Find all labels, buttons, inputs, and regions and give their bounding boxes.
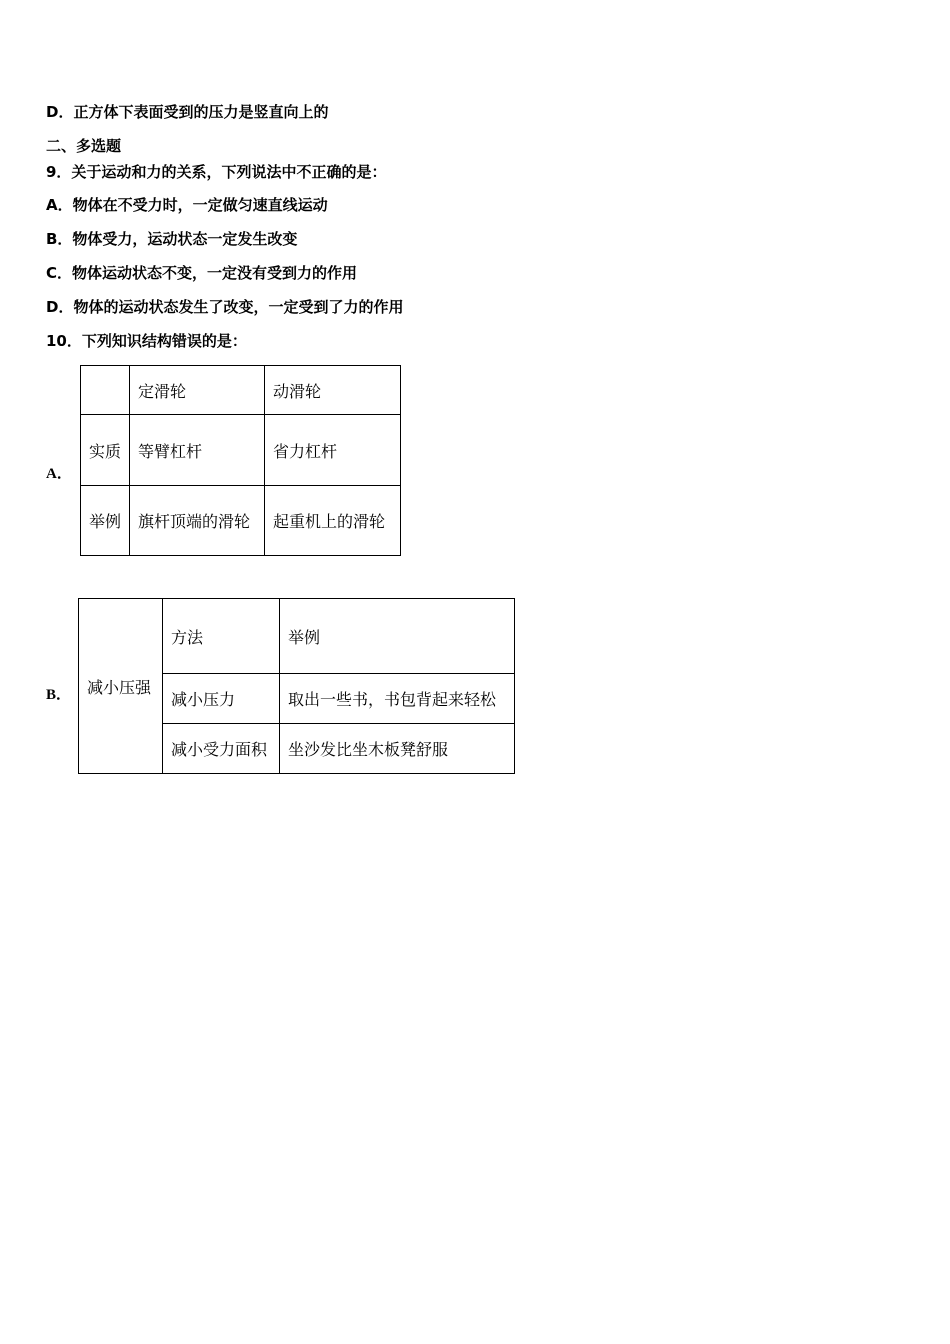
q9-option-c: C．物体运动状态不变，一定没有受到力的作用	[46, 264, 358, 282]
table-row	[81, 366, 401, 415]
section-title: 二、多选题	[46, 137, 122, 155]
q10-option-a-table	[80, 365, 401, 556]
q9-option-d: D．物体的运动状态发生了改变，一定受到了力的作用	[46, 298, 404, 316]
q10-option-b-table	[78, 598, 515, 774]
table-a-row-label-essence: 实质	[81, 415, 130, 486]
table-a-cell: 等臂杠杆	[130, 415, 265, 486]
table-b-cell: 减小压力	[163, 674, 280, 724]
q8-option-d: D．正方体下表面受到的压力是竖直向上的	[46, 103, 329, 121]
table-row	[81, 415, 401, 486]
table-b-header-example: 举例	[280, 599, 515, 674]
q10-option-a-label: A．	[46, 466, 72, 482]
table-b-cell: 取出一些书，书包背起来轻松	[280, 674, 515, 724]
table-a-header-movable-pulley: 动滑轮	[265, 366, 401, 415]
table-b-cell: 减小受力面积	[163, 724, 280, 774]
q10-stem: 10．下列知识结构错误的是：	[46, 332, 247, 350]
q9-stem: 9．关于运动和力的关系，下列说法中不正确的是：	[46, 163, 387, 181]
table-row	[81, 486, 401, 556]
q9-option-b: B．物体受力，运动状态一定发生改变	[46, 230, 298, 248]
table-b-header-method: 方法	[163, 599, 280, 674]
table-a-corner-cell	[81, 366, 130, 415]
table-row	[79, 599, 515, 674]
table-a-header-fixed-pulley: 定滑轮	[130, 366, 265, 415]
table-a-cell: 省力杠杆	[265, 415, 401, 486]
table-a-cell: 旗杆顶端的滑轮	[130, 486, 265, 556]
q9-option-a: A．物体在不受力时，一定做匀速直线运动	[46, 196, 328, 214]
table-b-group-label: 减小压强	[79, 599, 163, 774]
q10-option-b-label: B．	[46, 687, 72, 703]
table-b-cell: 坐沙发比坐木板凳舒服	[280, 724, 515, 774]
table-a-cell: 起重机上的滑轮	[265, 486, 401, 556]
table-a-row-label-example: 举例	[81, 486, 130, 556]
